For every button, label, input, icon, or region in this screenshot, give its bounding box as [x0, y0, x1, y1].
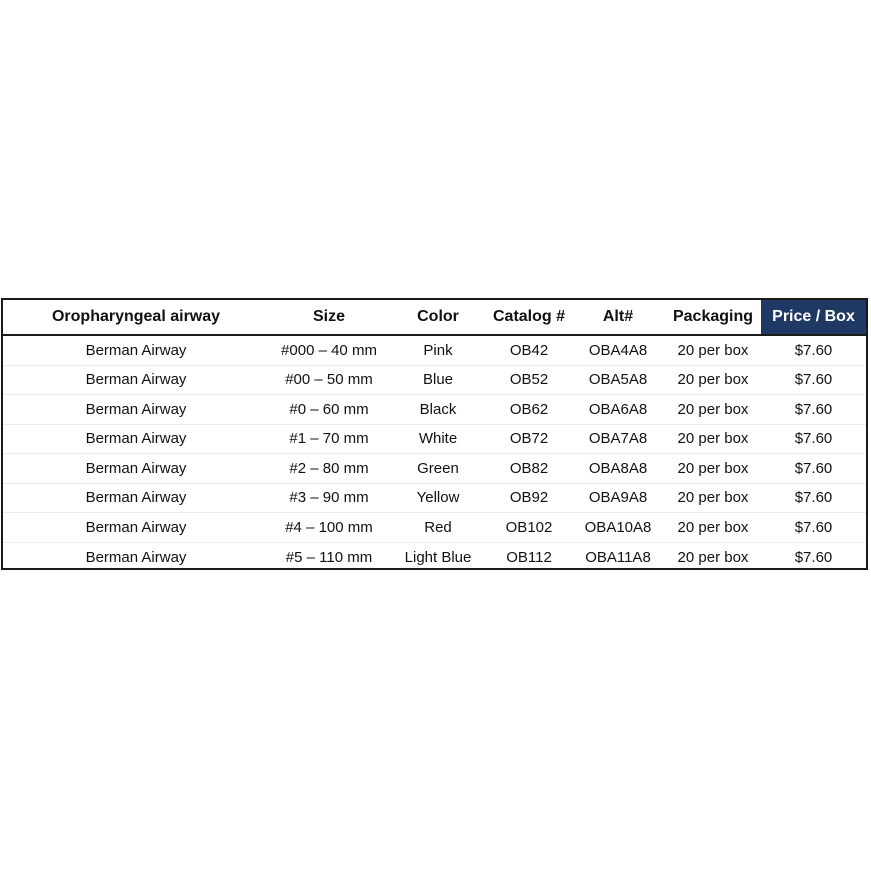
cell-packaging: 20 per box	[677, 518, 749, 536]
cell-airway: Berman Airway	[85, 518, 187, 536]
table-row	[3, 543, 866, 573]
cell-alt: OBA9A8	[588, 489, 648, 507]
header-size: Size	[312, 308, 345, 325]
cell-price: $7.60	[794, 400, 833, 418]
cell-airway: Berman Airway	[85, 489, 187, 507]
cell-airway: Berman Airway	[85, 400, 187, 418]
cell-color: Red	[424, 518, 452, 536]
cell-alt: OBA8A8	[588, 459, 648, 477]
cell-packaging: 20 per box	[677, 400, 749, 418]
cell-catalog: OB102	[505, 518, 553, 536]
cell-catalog: OB92	[509, 489, 549, 507]
cell-size: #1 – 70 mm	[289, 430, 369, 448]
cell-price: $7.60	[794, 430, 833, 448]
cell-airway: Berman Airway	[85, 341, 187, 359]
cell-size: #0 – 60 mm	[289, 400, 369, 418]
header-catalog: Catalog #	[492, 308, 565, 325]
cell-size: #000 – 40 mm	[281, 341, 377, 359]
cell-color: White	[418, 430, 458, 448]
cell-packaging: 20 per box	[677, 430, 749, 448]
cell-color: Pink	[423, 341, 453, 359]
cell-price: $7.60	[794, 518, 833, 536]
header-packaging: Packaging	[672, 308, 754, 325]
cell-airway: Berman Airway	[85, 371, 187, 389]
cell-size: #5 – 110 mm	[285, 548, 373, 566]
cell-alt: OBA11A8	[585, 548, 651, 566]
cell-alt: OBA7A8	[588, 430, 648, 448]
table-row	[3, 336, 866, 366]
cell-airway: Berman Airway	[85, 459, 187, 477]
cell-price: $7.60	[794, 459, 833, 477]
cell-alt: OBA4A8	[588, 341, 648, 359]
table-row	[3, 484, 866, 514]
cell-alt: OBA6A8	[588, 400, 648, 418]
cell-color: Light Blue	[404, 548, 472, 566]
table-row	[3, 395, 866, 425]
table-row	[3, 425, 866, 455]
product-table	[1, 298, 868, 570]
cell-size: #2 – 80 mm	[289, 459, 369, 477]
cell-alt: OBA10A8	[584, 518, 652, 536]
cell-packaging: 20 per box	[677, 489, 749, 507]
cell-airway: Berman Airway	[85, 548, 187, 566]
cell-color: Blue	[422, 371, 454, 389]
cell-color: Yellow	[416, 489, 460, 507]
cell-catalog: OB42	[509, 341, 549, 359]
cell-alt: OBA5A8	[588, 371, 648, 389]
header-price-per-box: Price / Box	[761, 300, 866, 334]
cell-color: Black	[419, 400, 457, 418]
cell-color: Green	[417, 459, 459, 477]
header-color: Color	[417, 308, 459, 325]
header-alt: Alt#	[602, 308, 634, 325]
cell-airway: Berman Airway	[85, 430, 187, 448]
cell-catalog: OB52	[509, 371, 549, 389]
cell-packaging: 20 per box	[677, 548, 749, 566]
table-row	[3, 366, 866, 396]
cell-price: $7.60	[794, 489, 833, 507]
cell-catalog: OB112	[506, 548, 552, 566]
cell-price: $7.60	[794, 341, 833, 359]
table-grid	[3, 300, 866, 568]
cell-price: $7.60	[794, 371, 833, 389]
cell-size: #3 – 90 mm	[289, 489, 369, 507]
cell-catalog: OB82	[509, 459, 549, 477]
cell-packaging: 20 per box	[677, 371, 749, 389]
cell-price: $7.60	[794, 548, 833, 566]
table-header-row	[3, 300, 866, 336]
header-oropharyngeal-airway: Oropharyngeal airway	[51, 308, 221, 325]
cell-packaging: 20 per box	[677, 341, 749, 359]
table-row	[3, 454, 866, 484]
cell-catalog: OB72	[509, 430, 549, 448]
cell-catalog: OB62	[509, 400, 549, 418]
cell-packaging: 20 per box	[677, 459, 749, 477]
cell-size: #00 – 50 mm	[285, 371, 373, 389]
cell-size: #4 – 100 mm	[285, 518, 373, 536]
table-row	[3, 513, 866, 543]
